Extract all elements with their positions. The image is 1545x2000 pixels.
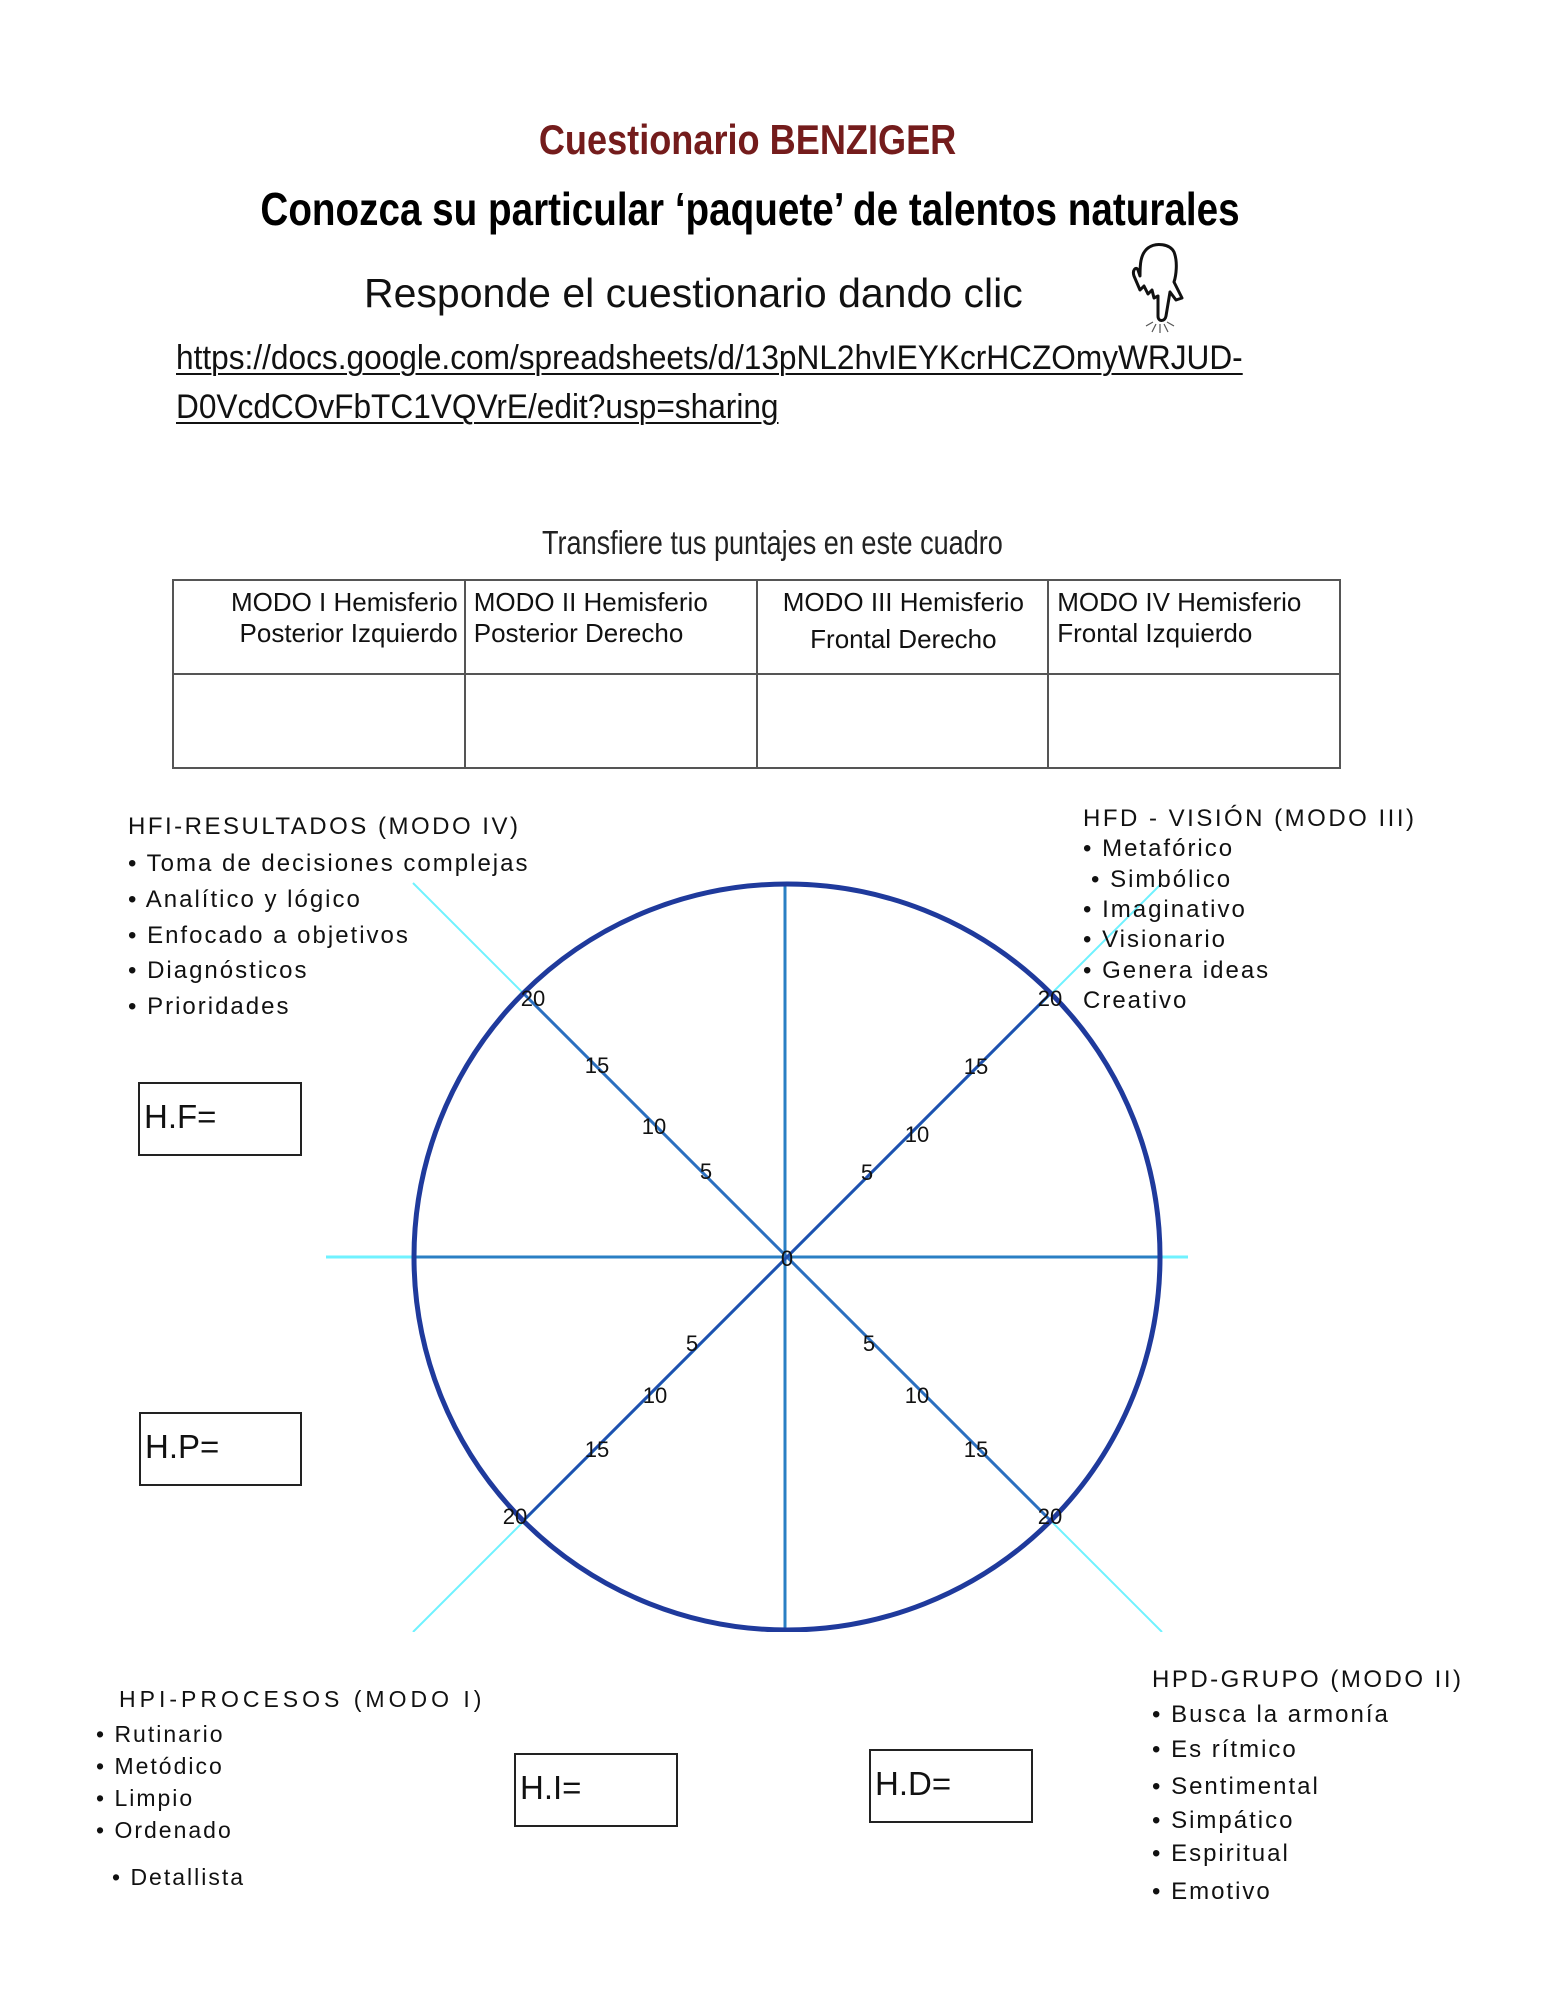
- page-title: Cuestionario BENZIGER: [538, 116, 957, 163]
- score-box-hi[interactable]: [514, 1753, 678, 1827]
- link-line-1: https://docs.google.com/spreadsheets/d/13pNL2hvIEYKcrHCZOmyWRJUD-: [176, 339, 1243, 377]
- tick-ll-10: 10: [642, 1383, 668, 1408]
- mode-item: • Simpático: [1152, 1807, 1295, 1834]
- link-line-2: D0VcdCOvFbTC1VQVrE/edit?usp=sharing: [176, 388, 779, 426]
- column-header-modo-iii: MODO III Hemisferio Frontal Derecho: [757, 580, 1049, 674]
- mode-item: • Metafórico: [1083, 835, 1235, 862]
- mode-item: • Imaginativo: [1083, 896, 1247, 923]
- mode-heading-hpi: HPI-PROCESOS (MODO I): [119, 1686, 486, 1712]
- column-header-modo-iv: MODO IV Hemisferio Frontal Izquierdo: [1048, 580, 1340, 674]
- tick-ur-20: 20: [1037, 986, 1063, 1011]
- tick-ll-15: 15: [584, 1437, 610, 1462]
- tick-ur-15: 15: [963, 1054, 989, 1079]
- column-header-modo-i: MODO I Hemisferio Posterior Izquierdo: [173, 580, 465, 674]
- mode-item: • Simbólico: [1091, 866, 1233, 893]
- mode-item: • Analítico y lógico: [128, 886, 362, 913]
- instruction-text: Responde el cuestionario dando clic: [364, 270, 1023, 316]
- mode-item: • Genera ideas: [1083, 957, 1271, 984]
- mode-item: • Sentimental: [1152, 1773, 1320, 1800]
- mode-item: • Enfocado a objetivos: [128, 922, 410, 949]
- tick-center: 0: [780, 1246, 794, 1271]
- mode-item: • Visionario: [1083, 926, 1228, 953]
- score-box-label: H.D=: [875, 1765, 952, 1802]
- tick-ll-20: 20: [502, 1504, 528, 1529]
- mode-item: • Espiritual: [1152, 1840, 1290, 1867]
- tick-ul-20: 20: [520, 986, 546, 1011]
- mode-heading-hfi: HFI-RESULTADOS (MODO IV): [128, 813, 521, 840]
- tick-ur-10: 10: [904, 1122, 930, 1147]
- score-box-hf[interactable]: [138, 1082, 302, 1156]
- mode-item: • Emotivo: [1152, 1878, 1272, 1905]
- mode-item: • Rutinario: [96, 1721, 225, 1747]
- column-header-modo-ii: MODO II Hemisferio Posterior Derecho: [465, 580, 757, 674]
- tick-ul-5: 5: [699, 1159, 713, 1184]
- score-box-hp[interactable]: [139, 1412, 302, 1486]
- tick-ul-15: 15: [584, 1053, 610, 1078]
- mode-item: Creativo: [1083, 987, 1189, 1014]
- tick-ur-5: 5: [860, 1160, 874, 1185]
- tick-lr-5: 5: [862, 1331, 876, 1356]
- score-box-hd[interactable]: [869, 1749, 1033, 1823]
- mode-item: • Ordenado: [96, 1817, 233, 1843]
- mode-item: • Busca la armonía: [1152, 1701, 1390, 1728]
- mode-item: • Metódico: [96, 1753, 224, 1779]
- mode-item: • Diagnósticos: [128, 957, 309, 984]
- tick-lr-15: 15: [963, 1437, 989, 1462]
- mode-heading-hpd: HPD-GRUPO (MODO II): [1152, 1666, 1464, 1693]
- tick-ul-10: 10: [641, 1114, 667, 1139]
- score-box-label: H.I=: [520, 1769, 582, 1806]
- mode-item: • Limpio: [96, 1785, 195, 1811]
- score-box-label: H.F=: [144, 1098, 217, 1135]
- tick-ll-5: 5: [685, 1331, 699, 1356]
- mode-item: • Prioridades: [128, 993, 291, 1020]
- score-box-label: H.P=: [145, 1428, 220, 1465]
- mode-item: • Es rítmico: [1152, 1736, 1298, 1763]
- tick-lr-10: 10: [904, 1383, 930, 1408]
- tick-lr-20: 20: [1037, 1504, 1063, 1529]
- mode-heading-hfd: HFD - VISIÓN (MODO III): [1083, 805, 1417, 832]
- page-subtitle: Conozca su particular ‘paquete’ de talentos naturales: [260, 183, 1240, 235]
- table-caption: Transfiere tus puntajes en este cuadro: [542, 524, 1003, 561]
- mode-item: • Detallista: [112, 1864, 246, 1890]
- mode-item: • Toma de decisiones complejas: [128, 850, 530, 877]
